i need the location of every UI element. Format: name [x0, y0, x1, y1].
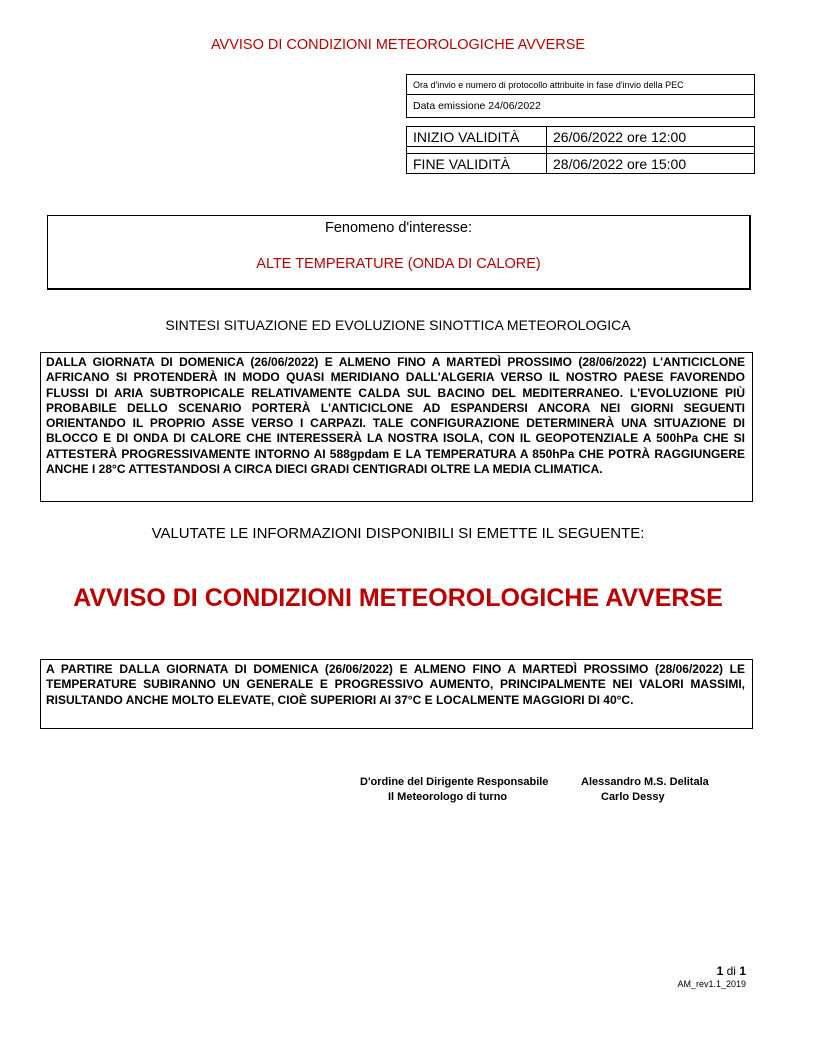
page-separator: di	[723, 964, 740, 978]
validity-end-label: FINE VALIDITÀ	[407, 154, 547, 174]
page-total: 1	[739, 964, 746, 978]
page-current: 1	[716, 964, 724, 978]
validity-table	[406, 126, 755, 174]
validity-start-value: 26/06/2022 ore 12:00	[547, 127, 755, 147]
warning-title: AVVISO DI CONDIZIONI METEOROLOGICHE AVVERSE	[73, 584, 723, 612]
page-number	[680, 964, 746, 978]
warning-text: A PARTIRE DALLA GIORNATA DI DOMENICA (26/06/2022) E ALMENO FINO A MARTEDÌ PROSSIMO (28/06/2022) LE TEMPERATURE SUBIRANNO UN GENERALE E PROGRESSIVO AUMENTO, PRINCIPALMENTE NEI VALORI MASSIMI, RISULTANDO ANCHE MOLTO ELEVATE, CIOÈ SUPERIORI AI 37°C E LOCALMENTE MAGGIORI DI 40°C.	[40, 659, 753, 729]
signature-name: Alessandro M.S. Delitala	[581, 776, 709, 788]
signature-role-2: Il Meteorologo di turno	[388, 791, 508, 803]
signature-name-2: Carlo Dessy	[601, 791, 665, 803]
phenomenon-value: ALTE TEMPERATURE (ONDA DI CALORE)	[256, 256, 541, 272]
pec-note: Ora d'invio e numero di protocollo attribuite in fase d'invio della PEC	[407, 75, 755, 95]
validity-start-label: INIZIO VALIDITÀ	[407, 127, 547, 147]
synoptic-text: DALLA GIORNATA DI DOMENICA (26/06/2022) E ALMENO FINO A MARTEDÌ PROSSIMO (28/06/2022) L'ANTICICLONE AFRICANO SI PROTENDERÀ IN MODO QUASI MERIDIANO DALL'ALGERIA VERSO IL NOSTRO PAESE FAVORENDO FLUSSI DI ARIA SUBTROPICALE RELATIVAMENTE CALDA SUL BACINO DEL MEDITERRANEO. L'EVOLUZIONE PIÙ PROBABILE DELLO SCENARIO PORTERÀ L'ANTICICLONE AD ESPANDERSI ANCORA NEI GIORNI SEGUENTI ORIENTANDO IL PROPRIO ASSE VERSO I CARPAZI. TALE CONFIGURAZIONE DETERMINERÀ UNA SITUAZIONE DI BLOCCO E DI ONDA DI CALORE CHE INTERESSERÀ LA NOSTRA ISOLA, CON IL GEOPOTENZIALE A 500hPa CHE SI ATTESTERÀ PROGRESSIVAMENTE INTORNO AI 588gpdam E LA TEMPERATURA A 850hPa CHE POTRÀ RAGGIUNGERE ANCHE I 28°C ATTESTANDOSI A CIRCA DIECI GRADI CENTIGRADI OLTRE LA MEDIA CLIMATICA.	[40, 352, 753, 502]
synoptic-heading: SINTESI SITUAZIONE ED EVOLUZIONE SINOTTICA METEOROLOGICA	[165, 317, 631, 333]
assessment-heading: VALUTATE LE INFORMAZIONI DISPONIBILI SI EMETTE IL SEGUENTE:	[151, 525, 645, 542]
document-code: AM_rev1.1_2019	[677, 979, 746, 989]
protocol-table	[406, 74, 755, 118]
document-title: AVVISO DI CONDIZIONI METEOROLOGICHE AVVERSE	[210, 37, 586, 53]
phenomenon-box	[47, 215, 751, 290]
validity-end-value: 28/06/2022 ore 15:00	[547, 154, 755, 174]
phenomenon-label: Fenomeno d'interesse:	[324, 220, 473, 236]
emission-date: Data emissione 24/06/2022	[407, 95, 755, 118]
signature-role: D'ordine del Dirigente Responsabile	[360, 776, 549, 788]
